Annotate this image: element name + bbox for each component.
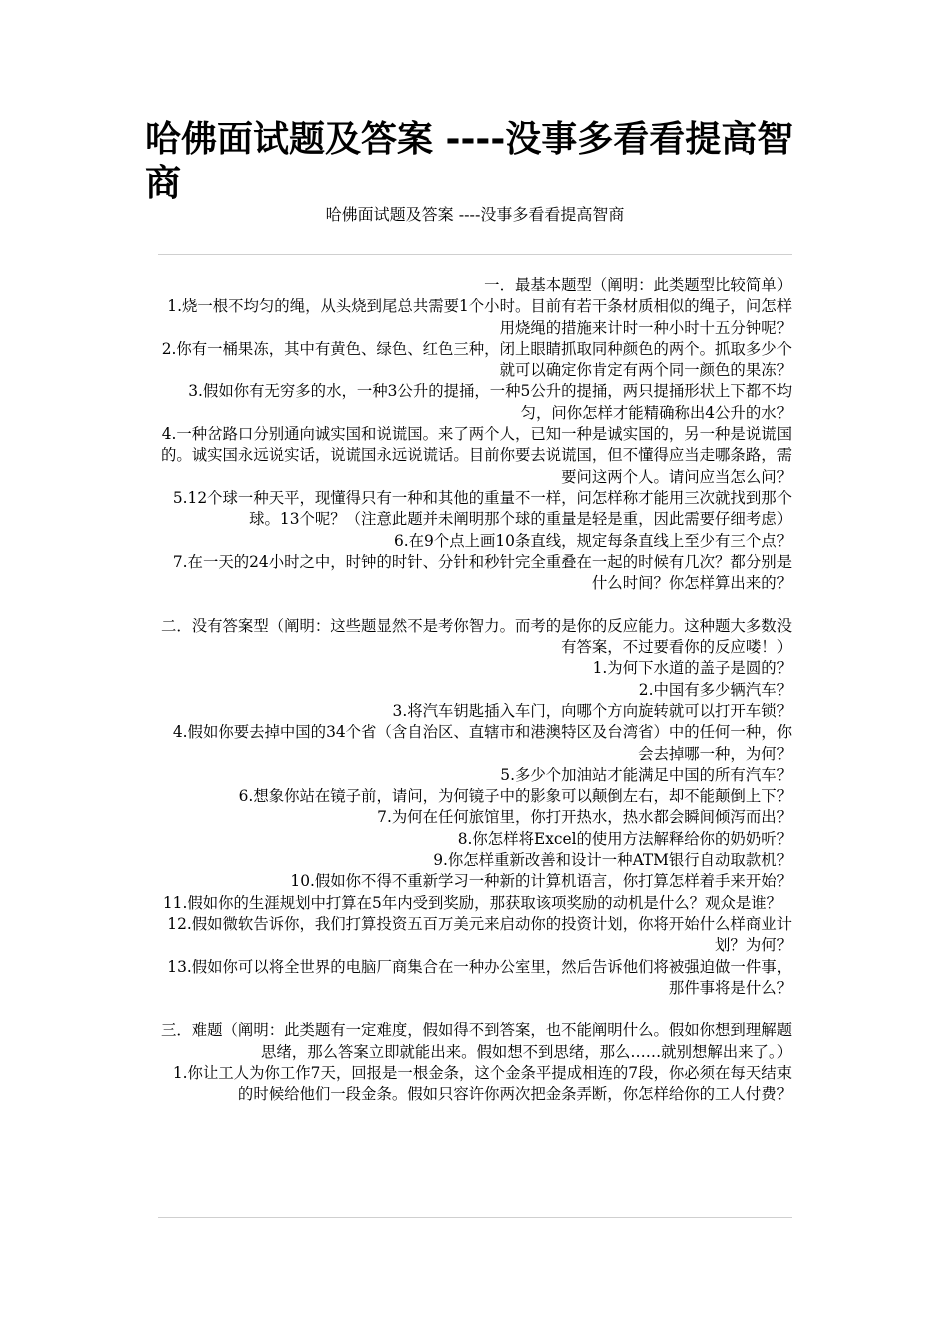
question-2-8: 8.你怎样将Excel的使用方法解释给你的奶奶听？: [457, 829, 792, 848]
question-2-11-12: [158, 893, 792, 957]
document-subtitle: 哈佛面试题及答案 ----没事多看看提高智商: [325, 205, 625, 224]
section-gap: [158, 999, 792, 1020]
bottom-divider: [158, 1217, 792, 1218]
section-gap: [158, 594, 792, 615]
document-title: 哈佛面试题及答案 ----没事多看看提高智商: [145, 119, 794, 204]
top-divider: [158, 254, 792, 255]
section-2-heading: 二．没有答案型（阐明：这些题显然不是考你智力。而考的是你的反应能力。这种题大多数没有答案，不过要看你的反应喽！）: [160, 616, 792, 657]
question-2-11: 11.假如你的生涯规划中打算在5年内受到奖励，那获取该项奖励的动机是什么？观众是谁？: [162, 893, 782, 912]
question-2-5: 5.多少个加油站才能满足中国的所有汽车？: [500, 765, 792, 784]
question-1-6: 6.在9个点上画10条直线，规定每条直线上至少有三个点？: [393, 531, 792, 550]
question-2-6: 6.想象你站在镜子前，请问，为何镜子中的影象可以颠倒左右，却不能颠倒上下？: [238, 787, 792, 806]
question-3-1: 1.你让工人为你工作7天，回报是一根金条，这个金条平提成相连的7段，你必须在每天结束的时候给他们一段金条。假如只容许你两次把金条弄断，你怎样给你的工人付费？: [172, 1063, 792, 1104]
question-2-13: 13.假如你可以将全世界的电脑厂商集合在一种办公室里，然后告诉他们将被强迫做一件事，那件事将是什么？: [167, 957, 792, 997]
question-2-4: 4.假如你要去掉中国的34个省（含自治区、直辖市和港澳特区及台湾省）中的任何一种，你会去掉哪一种，为何？: [172, 723, 792, 763]
question-1-2: 2.你有一桶果冻，其中有黄色、绿色、红色三种，闭上眼睛抓取同种颜色的两个。抓取多少个就可以确定你肯定有两个同一颜色的果冻？: [161, 339, 792, 380]
question-2-10: 10.假如你不得不重新学习一种新的计算机语言，你打算怎样着手来开始？: [290, 872, 792, 891]
question-1-7: 7.在一天的24小时之中，时钟的时针、分针和秒针完全重叠在一起的时候有几次？都分别是什么时间？你怎样算出来的？: [172, 552, 792, 593]
question-2-1: 1.为何下水道的盖子是圆的？: [592, 659, 792, 678]
document-body: [158, 275, 792, 1106]
question-1-4: 4.一种岔路口分别通向诚实国和说谎国。来了两个人，已知一种是诚实国的，另一种是说谎国的。诚实国永远说实话，说谎国永远说谎话。目前你要去说谎国，但不懂得应当走哪条路，需要问这两个人。请问应当怎么问？: [160, 425, 792, 486]
question-1-1: 1.烧一根不均匀的绳，从头烧到尾总共需要1个小时。目前有若干条材质相似的绳子，问怎样用烧绳的措施来计时一种小时十五分钟呢？: [167, 297, 792, 337]
section-1-heading: 一．最基本题型（阐明：此类题型比较简单）: [484, 276, 792, 294]
question-1-5: 5.12个球一种天平，现懂得只有一种和其他的重量不一样，问怎样称才能用三次就找到那个球。13个呢？（注意此题并未阐明那个球的重量是轻是重，因此需要仔细考虑）: [172, 488, 792, 529]
question-2-9: 9.你怎样重新改善和设计一种ATM银行自动取款机？: [433, 851, 792, 870]
question-2-12: 12.假如微软告诉你，我们打算投资五百万美元来启动你的投资计划，你将开始什么样商业计划？为何？: [167, 914, 792, 955]
question-1-3: 3.假如你有无穷多的水，一种3公升的提捅，一种5公升的提捅，两只提捅形状上下都不均匀，问你怎样才能精确称出4公升的水？: [188, 382, 792, 422]
section-3-heading: 三．难题（阐明：此类题有一定难度，假如得不到答案，也不能阐明什么。假如你想到理解题思绪，那么答案立即就能出来。假如想不到思绪，那么……就别想解出来了。）: [160, 1021, 792, 1061]
question-2-2: 2.中国有多少辆汽车？: [638, 680, 792, 699]
question-2-7: 7.为何在任何旅馆里，你打开热水，热水都会瞬间倾泻而出？: [377, 808, 792, 827]
question-2-3: 3.将汽车钥匙插入车门，向哪个方向旋转就可以打开车锁？: [392, 701, 792, 720]
